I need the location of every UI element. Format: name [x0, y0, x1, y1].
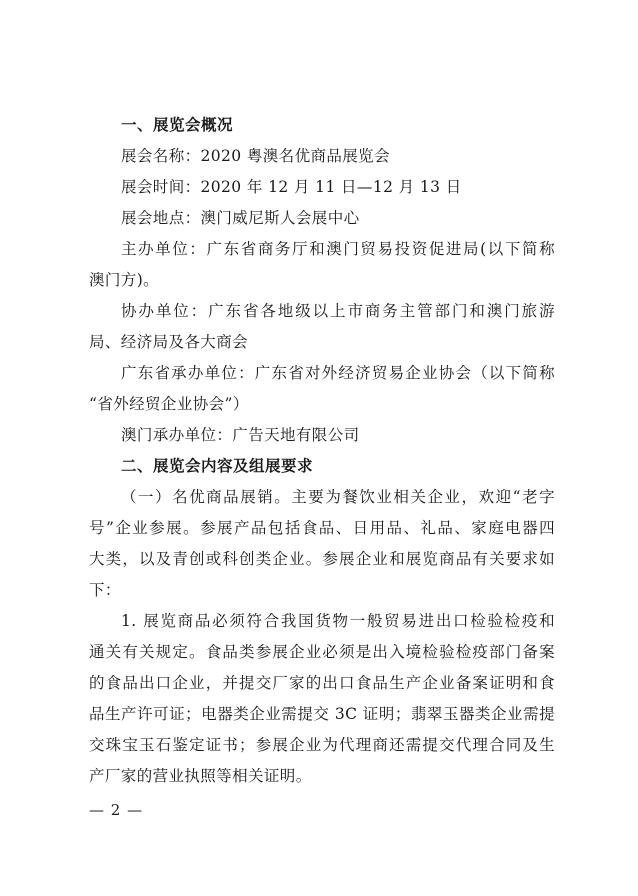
organizer-line-1: 主办单位：广东省商务厅和澳门贸易投资促进局(以下简称 [121, 240, 555, 258]
organizer-line-2: 澳门方)。 [89, 271, 160, 289]
gd-undertaker-line-2: “省外经贸企业协会”） [89, 395, 249, 413]
paragraph-2-line-3: 的食品出口企业，并提交厂家的出口食品生产企业备案证明和食 [89, 674, 555, 692]
paragraph-1-line-3: 大类，以及青创或科创类企业。参展企业和展览商品有关要求如 [89, 550, 555, 568]
exhibition-name: 展会名称：2020 粤澳名优商品展览会 [121, 147, 390, 165]
paragraph-2-line-5: 交珠宝玉石鉴定证书；参展企业为代理商还需提交代理合同及生 [89, 736, 555, 754]
section-heading-content: 二、展览会内容及组展要求 [121, 457, 314, 475]
paragraph-2-line-6: 产厂家的营业执照等相关证明。 [89, 767, 312, 785]
paragraph-2-line-4: 品生产许可证；电器类企业需提交 3C 证明；翡翠玉器类企业需提 [89, 705, 555, 723]
gd-undertaker-line-1: 广东省承办单位：广东省对外经济贸易企业协会（以下简称 [121, 364, 555, 382]
co-organizer-line-2: 局、经济局及各大商会 [89, 333, 249, 351]
page-number: — 2 — [89, 801, 144, 819]
co-organizer-line-1: 协办单位：广东省各地级以上市商务主管部门和澳门旅游 [121, 302, 555, 320]
paragraph-2-line-1: 1. 展览商品必须符合我国货物一般贸易进出口检验检疫和 [121, 612, 555, 630]
paragraph-1-line-1: （一）名优商品展销。主要为餐饮业相关企业，欢迎“老字 [121, 488, 555, 506]
paragraph-1-line-4: 下： [89, 581, 121, 599]
paragraph-2-line-2: 通关有关规定。食品类参展企业必须是出入境检验检疫部门备案 [89, 643, 555, 661]
exhibition-time: 展会时间：2020 年 12 月 11 日—12 月 13 日 [121, 178, 462, 196]
macau-undertaker: 澳门承办单位：广告天地有限公司 [121, 426, 360, 444]
exhibition-venue: 展会地点：澳门威尼斯人会展中心 [121, 209, 360, 227]
paragraph-1-line-2: 号”企业参展。参展产品包括食品、日用品、礼品、家庭电器四 [89, 519, 555, 537]
section-heading-overview: 一、展览会概况 [121, 116, 234, 134]
